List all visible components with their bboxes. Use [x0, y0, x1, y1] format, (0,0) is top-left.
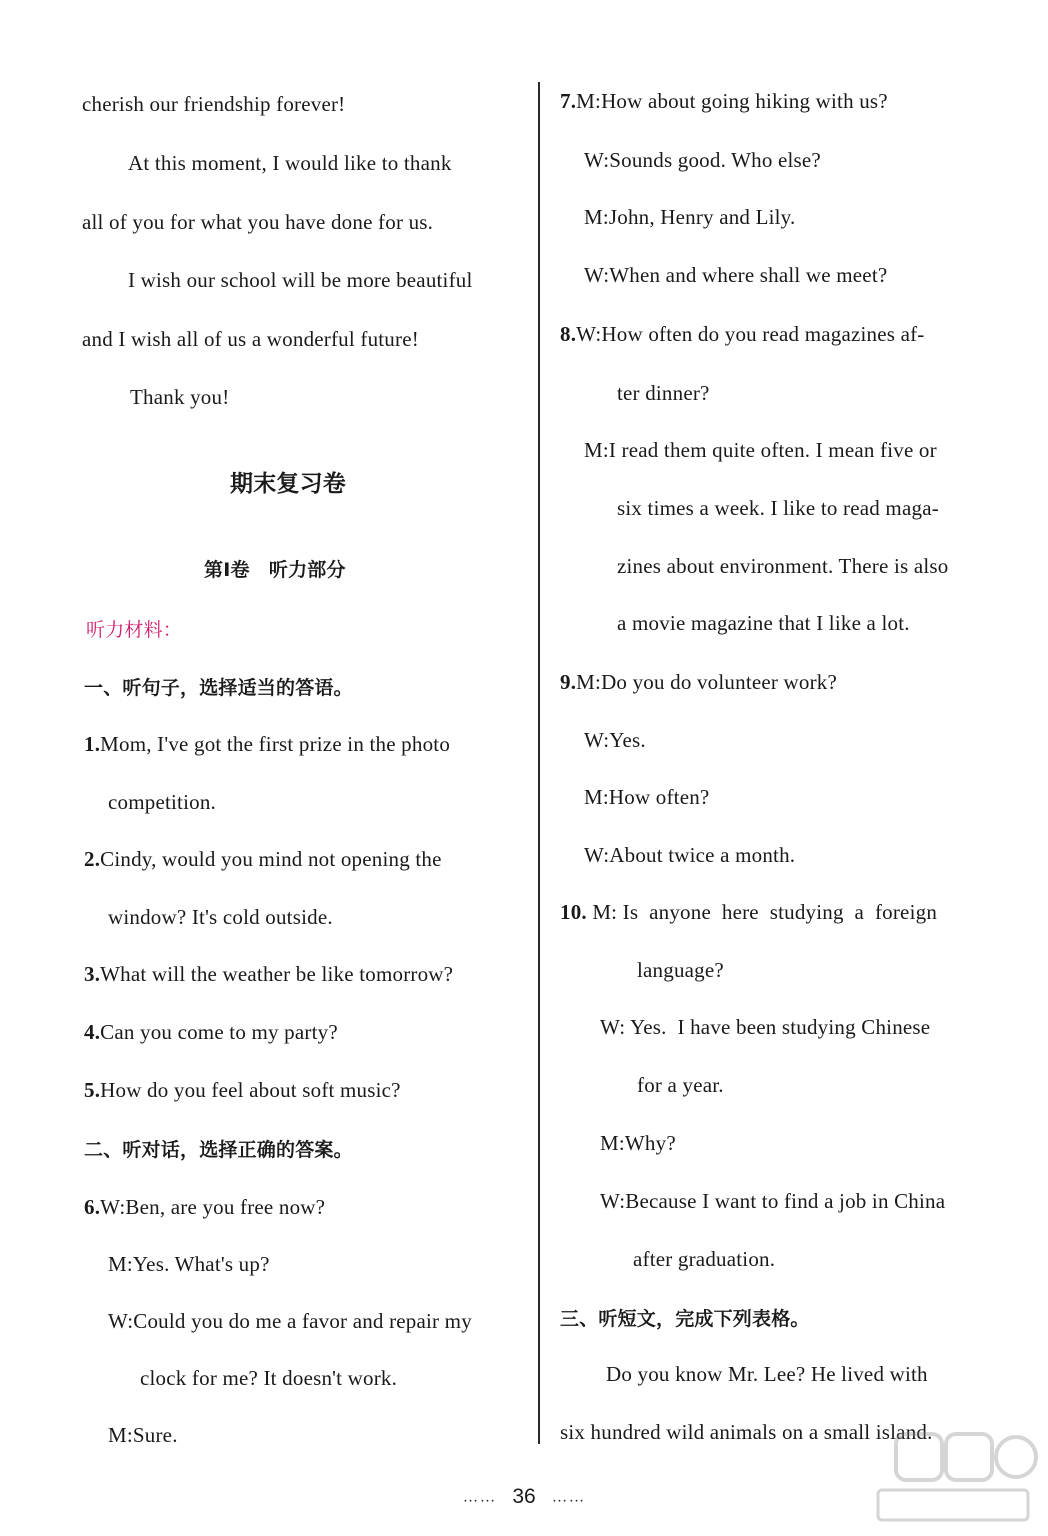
text-line: for a year.: [637, 1073, 724, 1097]
text-line: M:Yes. What's up?: [108, 1252, 270, 1276]
text-line: six hundred wild animals on a small island.: [560, 1420, 933, 1444]
question-2: [84, 845, 442, 873]
question-text: M: Is anyone here studying a foreign: [592, 900, 938, 924]
text-line: Do you know Mr. Lee? He lived with: [606, 1362, 928, 1386]
question-5: [84, 1076, 401, 1104]
text-line: ter dinner?: [617, 381, 710, 405]
watermark-logo: [838, 1420, 1038, 1530]
text-line: Thank you!: [130, 385, 230, 409]
question-number: 4.: [84, 1020, 101, 1044]
text-line: competition.: [108, 790, 216, 814]
question-7: [560, 87, 888, 115]
question-9: [560, 668, 837, 696]
text-line: after graduation.: [633, 1247, 776, 1271]
question-text: M:How about going hiking with us?: [576, 89, 888, 113]
question-number: 1.: [84, 732, 101, 756]
text-line: zines about environment. There is also: [617, 554, 949, 578]
text-line: all of you for what you have done for us.: [82, 210, 434, 234]
text-line: language?: [637, 958, 724, 982]
question-text: W:Ben, are you free now?: [100, 1195, 326, 1219]
text-line: At this moment, I would like to thank: [128, 151, 452, 175]
question-4: [84, 1018, 338, 1046]
text-line: M:Why?: [600, 1131, 676, 1155]
footer-dots-right: ……: [551, 1488, 586, 1506]
text-line: M:I read them quite often. I mean five or: [584, 438, 937, 462]
text-line: W:Could you do me a favor and repair my: [108, 1309, 472, 1333]
footer-dots-left: ……: [462, 1488, 497, 1506]
section-heading: 三、听短文，完成下列表格。: [560, 1308, 810, 1330]
question-number: 3.: [84, 962, 101, 986]
text-line: M:How often?: [584, 785, 710, 809]
question-text: What will the weather be like tomorrow?: [100, 962, 454, 986]
text-line: window? It's cold outside.: [108, 905, 333, 929]
page-number: 36: [512, 1485, 536, 1508]
text-line: W:When and where shall we meet?: [584, 263, 888, 287]
question-number: 10.: [560, 900, 587, 924]
question-number: 9.: [560, 670, 577, 694]
question-text: Mom, I've got the first prize in the photo: [100, 732, 451, 756]
text-line: a movie magazine that I like a lot.: [617, 611, 910, 635]
question-10: [560, 898, 937, 926]
question-text: Cindy, would you mind not opening the: [100, 847, 442, 871]
section-heading: 二、听对话，选择正确的答案。: [84, 1139, 353, 1161]
question-number: 8.: [560, 322, 577, 346]
text-line: W:Because I want to find a job in China: [600, 1189, 946, 1213]
part-subtitle: 第Ⅰ卷 听力部分: [204, 559, 346, 581]
text-line: M:John, Henry and Lily.: [584, 205, 796, 229]
text-line: six times a week. I like to read maga-: [617, 496, 939, 520]
question-number: 2.: [84, 847, 101, 871]
question-text: How do you feel about soft music?: [100, 1078, 401, 1102]
listening-material-label: 听力材料：: [86, 619, 183, 641]
question-text: W:How often do you read magazines af-: [576, 322, 925, 346]
question-number: 6.: [84, 1195, 101, 1219]
text-line: W:Sounds good. Who else?: [584, 148, 821, 172]
text-line: and I wish all of us a wonderful future!: [82, 327, 419, 351]
text-line: clock for me? It doesn't work.: [140, 1366, 398, 1390]
question-3: [84, 960, 453, 988]
column-divider: [538, 82, 540, 1444]
question-number: 5.: [84, 1078, 101, 1102]
text-line: M:Sure.: [108, 1423, 178, 1447]
question-6: [84, 1193, 325, 1221]
question-text: M:Do you do volunteer work?: [576, 670, 838, 694]
text-line: W:About twice a month.: [584, 843, 796, 867]
question-8: [560, 320, 924, 348]
text-line: W: Yes. I have been studying Chinese: [600, 1015, 931, 1039]
section-heading: 一、听句子，选择适当的答语。: [84, 677, 353, 699]
question-number: 7.: [560, 89, 577, 113]
text-line: I wish our school will be more beautiful: [128, 268, 473, 292]
text-line: cherish our friendship forever!: [82, 92, 346, 116]
question-1: [84, 730, 450, 758]
question-text: Can you come to my party?: [100, 1020, 338, 1044]
text-line: W:Yes.: [584, 728, 646, 752]
section-title: 期末复习卷: [230, 471, 346, 497]
